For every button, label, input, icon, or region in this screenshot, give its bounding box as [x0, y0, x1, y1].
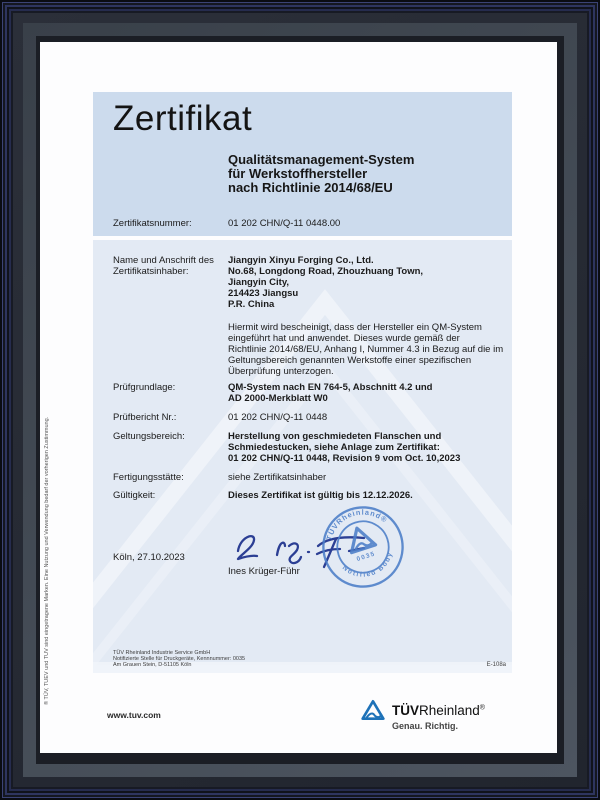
gueltigkeit-value: Dieses Zertifikat ist gültig bis 12.12.2026.	[228, 490, 413, 501]
holder-address	[228, 255, 423, 310]
fertigungsstaette-value: siehe Zertifikatsinhaber	[228, 472, 327, 483]
logo-rheinland: Rheinland	[419, 703, 480, 718]
geltungsbereich-value	[228, 431, 460, 464]
issuer-line: TÜV Rheinland Industrie Service GmbH	[113, 650, 211, 656]
notified-body-stamp	[318, 502, 408, 592]
svg-text:Notified Body: Notified Body	[340, 550, 395, 579]
certificate-page	[40, 42, 557, 753]
logo-registered-mark: ®	[479, 704, 485, 712]
subtitle-line: für Werkstoffhersteller	[228, 166, 368, 181]
trademark-side-note-text: ® TÜV, TUEV und TUV sind eingetragene Marken. Eine Nutzung und Verwendung bedarf der vorherigen Zustimmung.	[44, 416, 50, 705]
holder-address-line: No.68, Longdong Road, Zhouzhuang Town,	[228, 266, 424, 277]
statement-line: eingeführt hat und anwendet. Dieses wurde gemäß der	[228, 333, 460, 344]
trademark-side-note	[44, 410, 56, 705]
cert-number-value: 01 202 CHN/Q-11 0448.00	[228, 218, 341, 229]
pruefgrundlage-label: Prüfgrundlage:	[113, 382, 176, 393]
holder-label	[113, 255, 214, 277]
website-url: www.tuv.com	[107, 710, 161, 720]
issuer-line: Am Grauen Stein, D-51105 Köln	[113, 661, 192, 668]
svg-text:0035: 0035	[355, 550, 377, 564]
geltungsbereich-label: Geltungsbereich:	[113, 431, 185, 442]
holder-address-line: 214423 Jiangsu	[228, 288, 299, 299]
gueltigkeit-label: Gültigkeit:	[113, 490, 156, 501]
issuer-line: Notifizierte Stelle für Druckgeräte, Kennnummer: 0035	[113, 655, 246, 662]
cert-number-label: Zertifikatsnummer:	[113, 218, 192, 229]
statement-line: Überprüfung unterzogen.	[228, 366, 334, 377]
statement-line: Hiermit wird bescheinigt, dass der Hersteller ein QM-System	[228, 322, 482, 333]
subtitle-line: nach Richtlinie 2014/68/EU	[228, 180, 393, 195]
holder-address-line: Jiangyin Xinyu Forging Co., Ltd.	[228, 255, 374, 266]
holder-label-line: Name und Anschrift des	[113, 255, 214, 266]
holder-address-line: P.R. China	[228, 299, 275, 310]
place-date: Köln, 27.10.2023	[113, 552, 185, 563]
subtitle-line: Qualitätsmanagement-System	[228, 152, 415, 167]
issuer-address	[113, 651, 245, 669]
tuv-rheinland-logo-icon	[361, 699, 385, 721]
statement-line: Geltungsbereich genannten Werkstoffe einer spezifischen	[228, 355, 472, 366]
holder-label-line: Zertifikatsinhaber:	[113, 266, 189, 277]
logo-tuv: TÜV	[392, 703, 419, 718]
certificate-subtitle	[228, 153, 414, 195]
holder-address-line: Jiangyin City,	[228, 277, 290, 288]
certificate-title: Zertifikat	[113, 99, 253, 138]
pruefbericht-value: 01 202 CHN/Q-11 0448	[228, 412, 328, 423]
svg-text:TÜVRheinland®: TÜVRheinland®	[324, 507, 390, 542]
certification-statement	[228, 322, 503, 377]
geltungsbereich-line: Schmiedestucken, siehe Anlage zum Zertifikat:	[228, 442, 440, 453]
pruefgrundlage-line: AD 2000-Merkblatt W0	[228, 393, 328, 404]
fertigungsstaette-label: Fertigungsstätte:	[113, 472, 184, 483]
pruefgrundlage-line: QM-System nach EN 764-5, Abschnitt 4.2 und	[228, 382, 433, 393]
tuv-rheinland-logotype	[392, 703, 485, 718]
geltungsbereich-line: Herstellung von geschmiedeten Flanschen und	[228, 431, 442, 442]
form-code: E-108a	[486, 662, 506, 668]
signer-name: Ines Krüger-Führ	[228, 566, 300, 577]
geltungsbereich-line: 01 202 CHN/Q-11 0448, Revision 9 vom Oct. 10,2023	[228, 453, 461, 464]
statement-line: Richtlinie 2014/68/EU, Anhang I, Nummer 4.3 in Bezug auf die im	[228, 344, 504, 355]
pruefgrundlage-value	[228, 382, 432, 404]
logo-tagline: Genau. Richtig.	[392, 721, 459, 731]
pruefbericht-label: Prüfbericht Nr.:	[113, 412, 177, 423]
